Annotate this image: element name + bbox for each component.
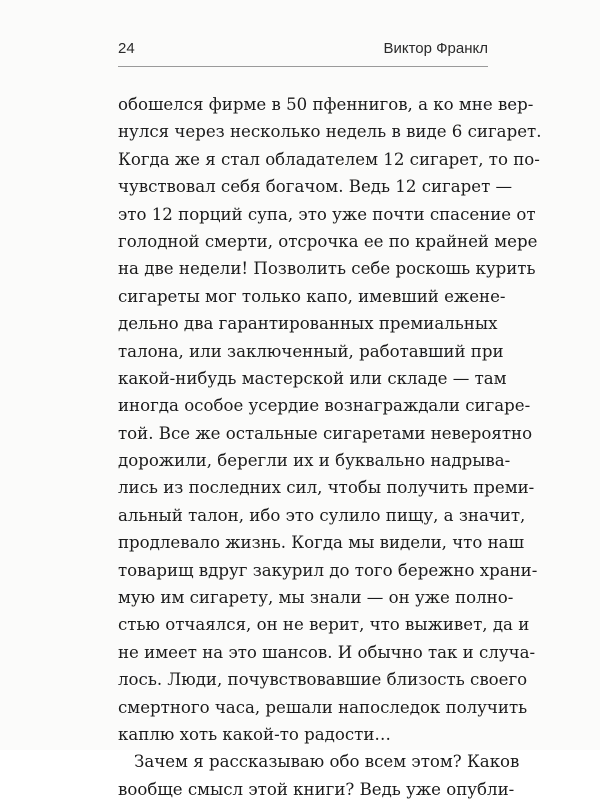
- body-text: [118, 91, 542, 803]
- text-line: голодной смерти, отсрочка ее по крайней мере: [118, 231, 538, 251]
- text-line: какой-нибудь мастерской или складе — там: [118, 368, 507, 388]
- running-title: Виктор Франкл: [383, 40, 488, 57]
- paragraph: [118, 748, 520, 803]
- page-number: 24: [118, 40, 135, 57]
- text-line: дорожили, берегли их и буквально надрыва-: [118, 451, 511, 471]
- text-line: мую им сигарету, мы знали — он уже полно-: [118, 588, 514, 608]
- text-line: не имеет на это шансов. И обычно так и случа-: [118, 642, 536, 662]
- text-line: нулся через несколько недель в виде 6 сигарет.: [118, 122, 542, 142]
- text-line: вообще смысл этой книги? Ведь уже опубли-: [118, 779, 515, 799]
- text-line: талона, или заключенный, работавший при: [118, 341, 504, 361]
- text-line: чувствовал себя богачом. Ведь 12 сигарет —: [118, 177, 513, 197]
- text-line: Зачем я рассказываю обо всем этом? Каков: [134, 752, 520, 772]
- text-line: на две недели! Позволить себе роскошь курить: [118, 259, 536, 279]
- text-line: Когда же я стал обладателем 12 сигарет, то по-: [118, 149, 540, 169]
- text-line: сигареты мог только капо, имевший еженe-: [118, 286, 506, 306]
- running-head: [118, 40, 488, 62]
- text-line: обошелся фирме в 50 пфеннигов, а ко мне вер-: [118, 95, 534, 114]
- text-line: лось. Люди, почувствовавшие близость своего: [118, 670, 528, 690]
- text-line: это 12 порций супа, это уже почти спасение от: [118, 204, 536, 224]
- paragraph: [118, 91, 542, 748]
- text-line: продлевало жизнь. Когда мы видели, что наш: [118, 533, 524, 553]
- text-line: иногда особое усердие вознаграждали сигаре-: [118, 396, 531, 416]
- text-line: дельно два гарантированных премиальных: [118, 314, 498, 334]
- text-line: альный талон, ибо это сулило пищу, а значит,: [118, 505, 526, 525]
- text-line: той. Все же остальные сигаретами невероятно: [118, 423, 533, 443]
- text-line: лись из последних сил, чтобы получить преми-: [118, 478, 535, 498]
- text-line: смертного часа, решали напоследок получить: [118, 697, 528, 717]
- text-line: каплю хоть какой-то радости…: [118, 724, 392, 744]
- header-divider: [118, 66, 488, 67]
- text-line: товарищ вдруг закурил до того бережно храни-: [118, 560, 538, 580]
- text-line: стью отчаялся, он не верит, что выживет, да и: [118, 615, 530, 635]
